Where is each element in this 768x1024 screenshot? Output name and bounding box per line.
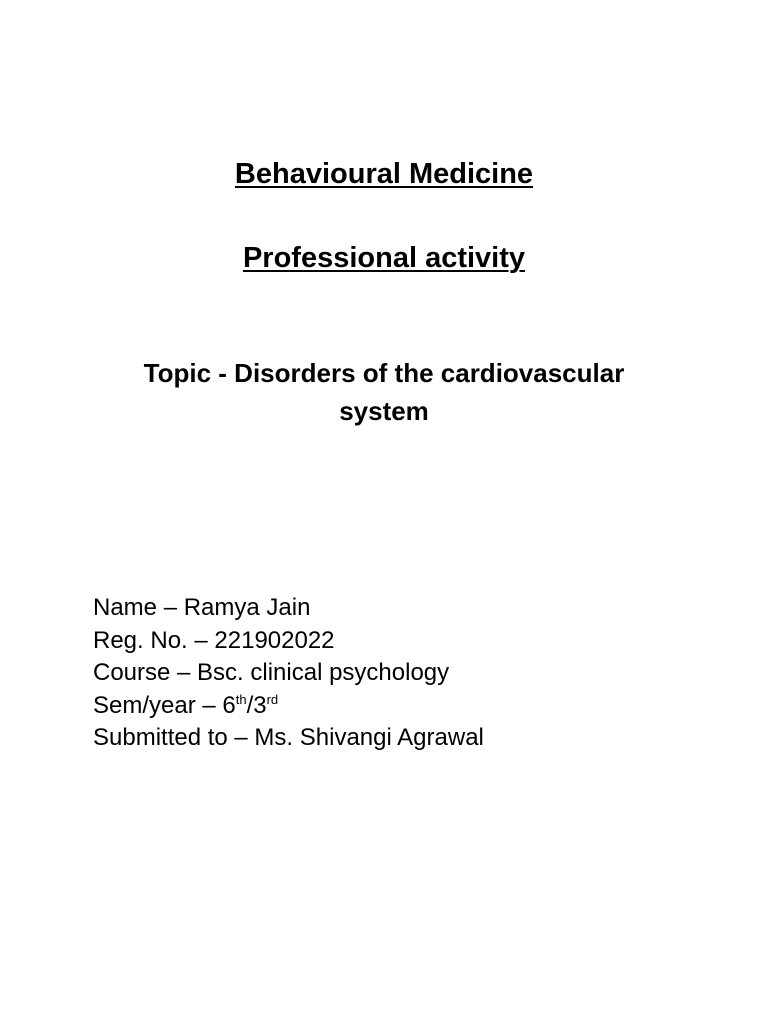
year-number: /3 [246,691,267,719]
student-details [93,592,713,755]
submitted-to: Submitted to – Ms. Shivangi Agrawal [93,724,484,751]
semester-ordinal-suffix: th [235,691,247,707]
document-subtitle: Professional activity [242,242,526,274]
course-name: Course – Bsc. clinical psychology [93,659,450,686]
student-name: Name – Ramya Jain [93,594,311,621]
year-ordinal-suffix: rd [266,691,279,707]
document-title: Behavioural Medicine [234,158,534,190]
registration-number: Reg. No. – 221902022 [93,626,335,654]
semester-year-prefix: Sem/year – 6 [93,691,236,719]
semester-year [93,690,713,723]
topic-heading: Topic - Disorders of the cardiovascular system [143,358,625,426]
